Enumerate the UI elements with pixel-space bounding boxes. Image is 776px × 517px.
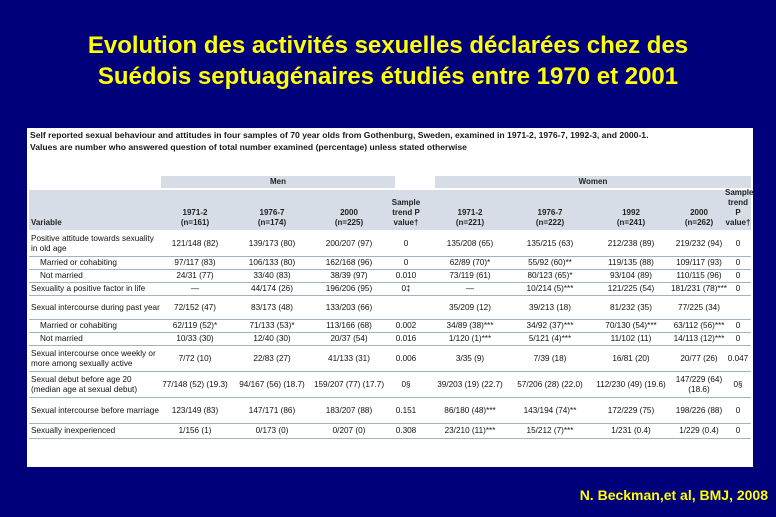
table-cell: 20/37 (54) bbox=[330, 334, 368, 343]
column-header-text: 1971-2 bbox=[182, 208, 208, 217]
table-cell: 133/203 (66) bbox=[325, 302, 373, 312]
table-cell: 10/33 (30) bbox=[176, 334, 214, 343]
column-header-text: 1976-7 bbox=[537, 208, 563, 217]
table-cell: — bbox=[190, 284, 200, 293]
table-cell: 0 bbox=[403, 238, 409, 248]
table-cell: 15/212 (7)*** bbox=[526, 426, 574, 435]
table-cell: 83/173 (48) bbox=[251, 302, 293, 312]
table-cell: 63/112 (56)*** bbox=[673, 321, 725, 330]
column-header-text: (n=262) bbox=[684, 218, 714, 227]
table-cell: 0§ bbox=[401, 379, 411, 389]
table-cell: 162/168 (96) bbox=[325, 258, 373, 267]
table-caption bbox=[30, 130, 750, 153]
table-cell: 147/171 (86) bbox=[248, 405, 296, 415]
table-cell: 0/207 (0) bbox=[332, 426, 366, 435]
column-header-text: (n=161) bbox=[180, 218, 210, 227]
table-cell: 62/89 (70)* bbox=[449, 258, 491, 267]
table-cell: 0 bbox=[735, 405, 741, 415]
column-header-0 bbox=[31, 190, 161, 230]
column-header-text: (n=225) bbox=[334, 218, 364, 227]
column-header-3 bbox=[313, 190, 385, 230]
table-row bbox=[29, 283, 751, 296]
table-cell: 0 bbox=[735, 258, 741, 267]
table-cell: 0.002 bbox=[395, 321, 417, 330]
table-cell: 93/104 (89) bbox=[610, 271, 652, 280]
table-cell: 57/206 (28) (22.0) bbox=[517, 379, 583, 389]
table-cell: 10/214 (5)*** bbox=[526, 284, 574, 293]
column-header-text: trend P bbox=[392, 208, 420, 217]
column-header-text: Sample bbox=[391, 198, 421, 207]
column-header-text: (n=241) bbox=[616, 218, 646, 227]
table-cell: 0/173 (0) bbox=[255, 426, 289, 435]
table-cell: 0 bbox=[735, 321, 741, 330]
table-row bbox=[29, 296, 751, 320]
table-cell: 135/208 (65) bbox=[446, 238, 494, 248]
column-header-2 bbox=[231, 190, 313, 230]
table-cell: 0 bbox=[403, 258, 409, 267]
column-header-text: 1976-7 bbox=[259, 208, 285, 217]
table-cell: 39/203 (19) (22.7) bbox=[437, 379, 503, 389]
table-cell: 0‡ bbox=[401, 284, 411, 293]
table-cell: 113/166 (68) bbox=[326, 321, 372, 330]
table-cell: 71/133 (53)* bbox=[249, 321, 295, 330]
table-row bbox=[29, 333, 751, 346]
caption-line1: Self reported sexual behaviour and attitudes in four samples of 70 year olds from Gothenburg, Sweden, examined in 1971-2, 1976-7, 1992-3, and 2000-1. bbox=[30, 130, 649, 140]
row-label: Sexuality a positive factor in life bbox=[31, 284, 146, 293]
slide-title bbox=[0, 30, 776, 92]
table-cell: 123/149 (83) bbox=[171, 405, 219, 415]
table-cell: 55/92 (60)** bbox=[528, 258, 572, 267]
table-row bbox=[29, 231, 751, 257]
column-header-text: Variable bbox=[31, 218, 62, 227]
table-cell: 33/40 (83) bbox=[253, 271, 291, 280]
table-cell: 20/77 (26) bbox=[680, 353, 718, 363]
table-cell: 97/117 (83) bbox=[174, 258, 216, 267]
row-label: Sexual intercourse during past year bbox=[31, 302, 160, 312]
column-header-row bbox=[29, 190, 751, 230]
table-cell: 0 bbox=[735, 334, 741, 343]
row-label: Married or cohabiting bbox=[40, 321, 117, 330]
table-cell: 0.016 bbox=[395, 334, 417, 343]
column-header-text: trend P bbox=[728, 198, 748, 217]
table-cell: 0.308 bbox=[395, 426, 417, 435]
table-cell: 62/119 (52)* bbox=[172, 321, 218, 330]
table-cell: 198/226 (88) bbox=[675, 405, 723, 415]
table-row bbox=[29, 372, 751, 398]
table-cell: 109/117 (93) bbox=[676, 258, 722, 267]
table-cell: 77/225 (34) bbox=[678, 302, 720, 312]
column-header-5 bbox=[431, 190, 509, 230]
row-label: Positive attitude towards sexuality in old age bbox=[31, 233, 154, 253]
table-cell: 196/206 (95) bbox=[325, 284, 373, 293]
table-cell: 1/156 (1) bbox=[178, 426, 212, 435]
table-cell: 81/232 (35) bbox=[610, 302, 652, 312]
table-cell: 0.006 bbox=[395, 353, 417, 363]
table-panel bbox=[27, 128, 753, 467]
table-cell: 12/40 (30) bbox=[253, 334, 291, 343]
table-cell: 1/231 (0.4) bbox=[611, 426, 651, 435]
table-cell: 181/231 (78)*** bbox=[671, 284, 727, 293]
table-cell: 0.047 bbox=[727, 353, 749, 363]
table-cell: 172/229 (75) bbox=[607, 405, 655, 415]
table-cell: 34/92 (37)*** bbox=[526, 321, 574, 330]
column-header-9 bbox=[725, 190, 751, 230]
column-header-text: 2000 bbox=[340, 208, 358, 217]
group-header-women: Women bbox=[435, 176, 751, 188]
column-header-text: Sample bbox=[725, 188, 753, 197]
table-cell: 11/102 (11) bbox=[610, 334, 652, 343]
row-label: Married or cohabiting bbox=[40, 258, 117, 267]
table-cell: 106/133 (80) bbox=[248, 258, 296, 267]
row-label: Sexual intercourse once weekly or more among sexually active bbox=[31, 348, 156, 368]
table-cell: 3/35 (9) bbox=[455, 353, 485, 363]
table-cell: 0.010 bbox=[395, 271, 417, 280]
caption-line2: Values are number who answered question of total number examined (percentage) unless stated otherwise bbox=[30, 141, 467, 152]
table-row bbox=[29, 346, 751, 372]
table-cell: 86/180 (48)*** bbox=[444, 405, 496, 415]
slide-title-line2: Suédois septuagénaires étudiés entre 1970 et 2001 bbox=[97, 63, 679, 90]
row-label: Not married bbox=[40, 271, 83, 280]
table-cell: 44/174 (26) bbox=[251, 284, 293, 293]
table-cell: 139/173 (80) bbox=[248, 238, 296, 248]
table-cell: 121/225 (54) bbox=[607, 284, 655, 293]
table-cell: 1/120 (1)*** bbox=[448, 334, 492, 343]
column-header-4 bbox=[385, 190, 427, 230]
table-cell: 0 bbox=[735, 284, 741, 293]
table-cell: 121/148 (82) bbox=[171, 238, 219, 248]
column-header-text: (n=174) bbox=[257, 218, 287, 227]
table-cell: 41/133 (31) bbox=[328, 353, 370, 363]
table-cell: 0.151 bbox=[395, 405, 417, 415]
row-label: Not married bbox=[40, 334, 83, 343]
table-cell: 110/115 (96) bbox=[676, 271, 722, 280]
column-header-text: (n=222) bbox=[535, 218, 565, 227]
table-cell: — bbox=[465, 284, 475, 293]
table-cell: 159/207 (77) (17.7) bbox=[313, 379, 385, 389]
table-cell: 135/215 (63) bbox=[526, 238, 574, 248]
table-row bbox=[29, 270, 751, 283]
column-header-text: 1992 bbox=[622, 208, 640, 217]
table-cell: 119/135 (88) bbox=[608, 258, 654, 267]
table-row bbox=[29, 320, 751, 333]
table-cell: 14/113 (12)*** bbox=[673, 334, 725, 343]
table-cell: 212/238 (89) bbox=[607, 238, 655, 248]
column-header-7 bbox=[591, 190, 671, 230]
table-cell: 72/152 (47) bbox=[174, 302, 216, 312]
table-cell: 70/130 (54)*** bbox=[605, 321, 657, 330]
table-cell: 39/213 (18) bbox=[529, 302, 571, 312]
table-cell: 5/121 (4)*** bbox=[528, 334, 572, 343]
table-cell: 143/194 (74)** bbox=[523, 405, 577, 415]
table-cell: 0 bbox=[735, 426, 741, 435]
table-cell: 112/230 (49) (19.6) bbox=[596, 379, 666, 389]
table-cell: 77/148 (52) (19.3) bbox=[162, 379, 228, 389]
table-row bbox=[29, 398, 751, 424]
table-cell: 1/229 (0.4) bbox=[679, 426, 719, 435]
column-header-text: value† bbox=[725, 218, 751, 227]
table-cell: 200/207 (97) bbox=[325, 238, 373, 248]
column-header-6 bbox=[509, 190, 591, 230]
table-cell: 94/167 (56) (18.7) bbox=[239, 379, 305, 389]
column-header-text: 1971-2 bbox=[457, 208, 483, 217]
column-header-8 bbox=[671, 190, 727, 230]
table-cell: 0§ bbox=[733, 379, 743, 389]
table-row bbox=[29, 424, 751, 439]
row-label: Sexual debut before age 20 (median age at sexual debut) bbox=[31, 374, 138, 394]
column-header-text: value† bbox=[393, 218, 419, 227]
citation: N. Beckman,et al, BMJ, 2008 bbox=[579, 487, 768, 503]
slide-title-line1: Evolution des activités sexuelles déclarées chez des bbox=[87, 32, 689, 59]
column-header-text: 2000 bbox=[690, 208, 708, 217]
table-cell: 34/89 (38)*** bbox=[446, 321, 494, 330]
table-cell: 22/83 (27) bbox=[253, 353, 291, 363]
table-cell: 147/229 (64) (18.6) bbox=[675, 374, 723, 394]
row-label: Sexually inexperienced bbox=[31, 426, 116, 435]
table-cell: 0 bbox=[735, 271, 741, 280]
group-header-men: Men bbox=[161, 176, 395, 188]
column-header-1 bbox=[161, 190, 229, 230]
table-cell: 16/81 (20) bbox=[612, 353, 650, 363]
table-cell bbox=[385, 296, 427, 319]
row-label: Sexual intercourse before marriage bbox=[31, 405, 159, 415]
table-cell: 80/123 (65)* bbox=[527, 271, 573, 280]
table-cell: 35/209 (12) bbox=[449, 302, 491, 312]
table-cell: 23/210 (11)*** bbox=[444, 426, 496, 435]
table-row bbox=[29, 257, 751, 270]
table-cell: 219/232 (94) bbox=[675, 238, 723, 248]
column-header-text: (n=221) bbox=[455, 218, 485, 227]
table-cell: 0 bbox=[735, 238, 741, 248]
table-cell: 73/119 (61) bbox=[449, 271, 491, 280]
table-cell: 38/39 (97) bbox=[330, 271, 368, 280]
table-cell bbox=[725, 296, 751, 319]
table-cell: 183/207 (88) bbox=[325, 405, 373, 415]
table-cell: 24/31 (77) bbox=[176, 271, 214, 280]
table-cell: 7/72 (10) bbox=[178, 353, 212, 363]
table-cell: 7/39 (18) bbox=[533, 353, 567, 363]
